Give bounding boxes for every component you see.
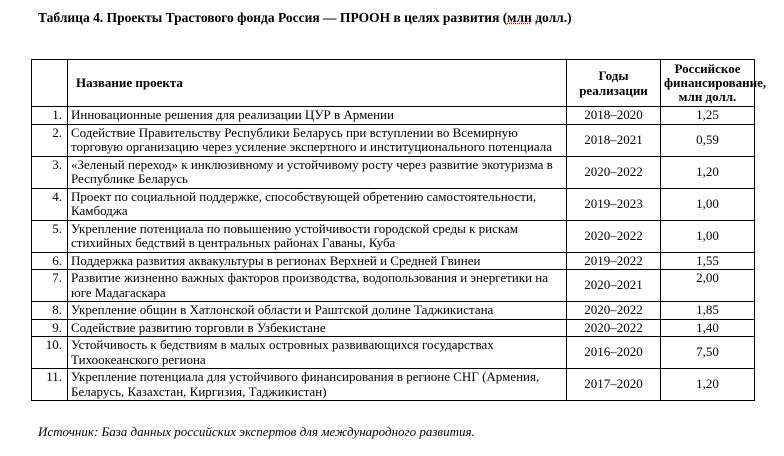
table-row (32, 220, 755, 252)
row-years: 2020–2022 (567, 156, 661, 188)
table-row (32, 337, 755, 369)
header-funding: Российское финансирование, млн долл. (661, 60, 755, 107)
table-header-row (32, 60, 755, 107)
row-project-name: Содействие Правительству Республики Беларусь при вступлении во Всемирную торговую организацию через усиление экспертного и институционального потенциала (68, 124, 567, 156)
row-funding: 1,40 (661, 319, 755, 337)
row-funding: 1,20 (661, 156, 755, 188)
row-years: 2018–2020 (567, 107, 661, 125)
row-funding: 1,00 (661, 188, 755, 220)
table-row (32, 369, 755, 401)
caption-underlined-word: млн (507, 10, 532, 25)
row-number: 3. (32, 156, 68, 188)
row-project-name: Инновационные решения для реализации ЦУР в Армении (68, 107, 567, 125)
row-number: 8. (32, 302, 68, 320)
row-project-name: Устойчивость к бедствиям в малых островных развивающихся государствах Тихоокеанского региона (68, 337, 567, 369)
caption-tail: долл.) (531, 10, 572, 25)
row-number: 9. (32, 319, 68, 337)
table-row (32, 107, 755, 125)
row-funding: 7,50 (661, 337, 755, 369)
header-years: Годы реализации (567, 60, 661, 107)
table-row (32, 302, 755, 320)
table-row (32, 124, 755, 156)
table-row (32, 252, 755, 270)
row-funding: 1,00 (661, 220, 755, 252)
table-caption (38, 10, 572, 26)
header-project-name: Название проекта (68, 60, 567, 107)
row-number: 7. (32, 270, 68, 302)
row-project-name: Поддержка развития аквакультуры в регионах Верхней и Средней Гвинеи (68, 252, 567, 270)
projects-table (31, 59, 767, 401)
row-number: 11. (32, 369, 68, 401)
row-funding: 1,25 (661, 107, 755, 125)
row-number: 6. (32, 252, 68, 270)
row-project-name: Укрепление потенциала по повышению устойчивости городской среды к рискам стихийных бедствий в центральных районах Гаваны, Куба (68, 220, 567, 252)
row-number: 5. (32, 220, 68, 252)
row-number: 10. (32, 337, 68, 369)
row-funding: 2,00 (661, 270, 755, 302)
row-project-name: Развитие жизненно важных факторов производства, водопользования и энергетики на юге Мадагаскара (68, 270, 567, 302)
table-row (32, 270, 755, 302)
row-funding: 0,59 (661, 124, 755, 156)
table-row (32, 156, 755, 188)
row-funding: 1,20 (661, 369, 755, 401)
row-number: 2. (32, 124, 68, 156)
row-project-name: Укрепление потенциала для устойчивого финансирования в регионе СНГ (Армения, Беларусь, Казахстан, Киргизия, Таджикистан) (68, 369, 567, 401)
row-funding: 1,85 (661, 302, 755, 320)
row-years: 2020–2021 (567, 270, 661, 302)
table-row (32, 319, 755, 337)
row-funding: 1,55 (661, 252, 755, 270)
table-row (32, 188, 755, 220)
row-number: 4. (32, 188, 68, 220)
source-note: Источник: База данных российских экспертов для международного развития. (38, 424, 475, 439)
row-project-name: Укрепление общин в Хатлонской области и Раштской долине Таджикистана (68, 302, 567, 320)
row-years: 2019–2023 (567, 188, 661, 220)
row-years: 2019–2022 (567, 252, 661, 270)
row-project-name: Содействие развитию торговли в Узбекистане (68, 319, 567, 337)
row-years: 2018–2021 (567, 124, 661, 156)
header-number (32, 60, 68, 107)
row-years: 2020–2022 (567, 319, 661, 337)
row-number: 1. (32, 107, 68, 125)
row-project-name: Проект по социальной поддержке, способствующей обретению самостоятельности, Камбоджа (68, 188, 567, 220)
row-years: 2017–2020 (567, 369, 661, 401)
caption-main: Таблица 4. Проекты Трастового фонда Россия — ПРООН в целях развития ( (38, 10, 508, 25)
row-years: 2020–2022 (567, 302, 661, 320)
row-project-name: «Зеленый переход» к инклюзивному и устойчивому росту через развитие экотуризма в Республике Беларусь (68, 156, 567, 188)
row-years: 2016–2020 (567, 337, 661, 369)
row-years: 2020–2022 (567, 220, 661, 252)
